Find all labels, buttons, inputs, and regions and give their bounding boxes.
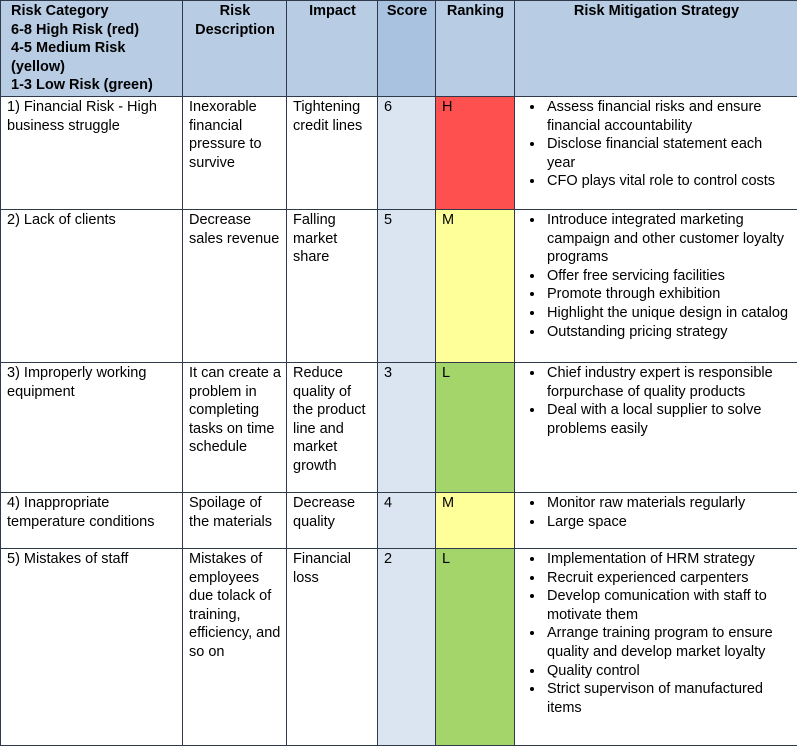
- mitigation-list: [521, 364, 792, 438]
- risk-description-cell: It can create a problem in completing tasks on time schedule: [183, 362, 287, 492]
- impact-cell: Decrease quality: [287, 492, 378, 548]
- mitigation-list: [521, 550, 792, 717]
- header-risk-category: Risk Category 6-8 High Risk (red) 4-5 Medium Risk (yellow) 1-3 Low Risk (green): [1, 1, 183, 97]
- table-row: [1, 492, 797, 548]
- mitigation-item: • Strict supervison of manufactured items: [545, 680, 792, 717]
- table-row: [1, 548, 797, 745]
- impact-cell: Financial loss: [287, 548, 378, 745]
- ranking-badge: L: [436, 548, 515, 745]
- score-cell: 6: [378, 96, 436, 209]
- mitigation-item: • Recruit experienced carpenters: [545, 569, 792, 588]
- mitigation-item: • Monitor raw materials regularly: [545, 494, 792, 513]
- mitigation-cell: [515, 548, 797, 745]
- mitigation-item: • Promote through exhibition: [545, 285, 792, 304]
- mitigation-item: • CFO plays vital role to control costs: [545, 172, 792, 191]
- ranking-badge: L: [436, 362, 515, 492]
- mitigation-item: • Chief industry expert is responsible forpurchase of quality products: [545, 364, 792, 401]
- mitigation-cell: [515, 96, 797, 209]
- table-row: [1, 209, 797, 362]
- mitigation-item: • Assess financial risks and ensure financial accountability: [545, 98, 792, 135]
- risk-category-cell: 2) Lack of clients: [1, 209, 183, 362]
- header-impact: Impact: [287, 1, 378, 97]
- risk-category-cell: 3) Improperly working equipment: [1, 362, 183, 492]
- risk-description-cell: Mistakes of employees due tolack of training, efficiency, and so on: [183, 548, 287, 745]
- mitigation-item: • Implementation of HRM strategy: [545, 550, 792, 569]
- score-cell: 5: [378, 209, 436, 362]
- mitigation-item: • Outstanding pricing strategy: [545, 323, 792, 342]
- ranking-badge: M: [436, 492, 515, 548]
- risk-category-cell: 1) Financial Risk - High business struggle: [1, 96, 183, 209]
- ranking-badge: M: [436, 209, 515, 362]
- impact-cell: Falling market share: [287, 209, 378, 362]
- mitigation-cell: [515, 362, 797, 492]
- risk-description-cell: Inexorable financial pressure to survive: [183, 96, 287, 209]
- header-row: [1, 1, 797, 97]
- mitigation-item: • Highlight the unique design in catalog: [545, 304, 792, 323]
- mitigation-cell: [515, 492, 797, 548]
- mitigation-item: • Develop comunication with staff to motivate them: [545, 587, 792, 624]
- ranking-badge: H: [436, 96, 515, 209]
- header-mitigation: Risk Mitigation Strategy: [515, 1, 797, 97]
- impact-cell: Tightening credit lines: [287, 96, 378, 209]
- risk-description-cell: Decrease sales revenue: [183, 209, 287, 362]
- score-cell: 4: [378, 492, 436, 548]
- header-score: Score: [378, 1, 436, 97]
- header-risk-description: Risk Description: [183, 1, 287, 97]
- mitigation-list: [521, 211, 792, 341]
- impact-cell: Reduce quality of the product line and market growth: [287, 362, 378, 492]
- mitigation-item: • Introduce integrated marketing campaign and other customer loyalty programs: [545, 211, 792, 267]
- mitigation-list: [521, 98, 792, 191]
- table-row: [1, 362, 797, 492]
- risk-category-cell: 5) Mistakes of staff: [1, 548, 183, 745]
- score-cell: 2: [378, 548, 436, 745]
- risk-description-cell: Spoilage of the materials: [183, 492, 287, 548]
- table-row: [1, 96, 797, 209]
- mitigation-item: • Offer free servicing facilities: [545, 267, 792, 286]
- mitigation-item: • Large space: [545, 513, 792, 532]
- mitigation-item: • Deal with a local supplier to solve problems easily: [545, 401, 792, 438]
- mitigation-cell: [515, 209, 797, 362]
- risk-category-cell: 4) Inappropriate temperature conditions: [1, 492, 183, 548]
- table-body: [1, 96, 797, 745]
- mitigation-item: • Arrange training program to ensure quality and develop market loyalty: [545, 624, 792, 661]
- score-cell: 3: [378, 362, 436, 492]
- mitigation-item: • Quality control: [545, 662, 792, 681]
- mitigation-item: • Disclose financial statement each year: [545, 135, 792, 172]
- header-ranking: Ranking: [436, 1, 515, 97]
- mitigation-list: [521, 494, 792, 531]
